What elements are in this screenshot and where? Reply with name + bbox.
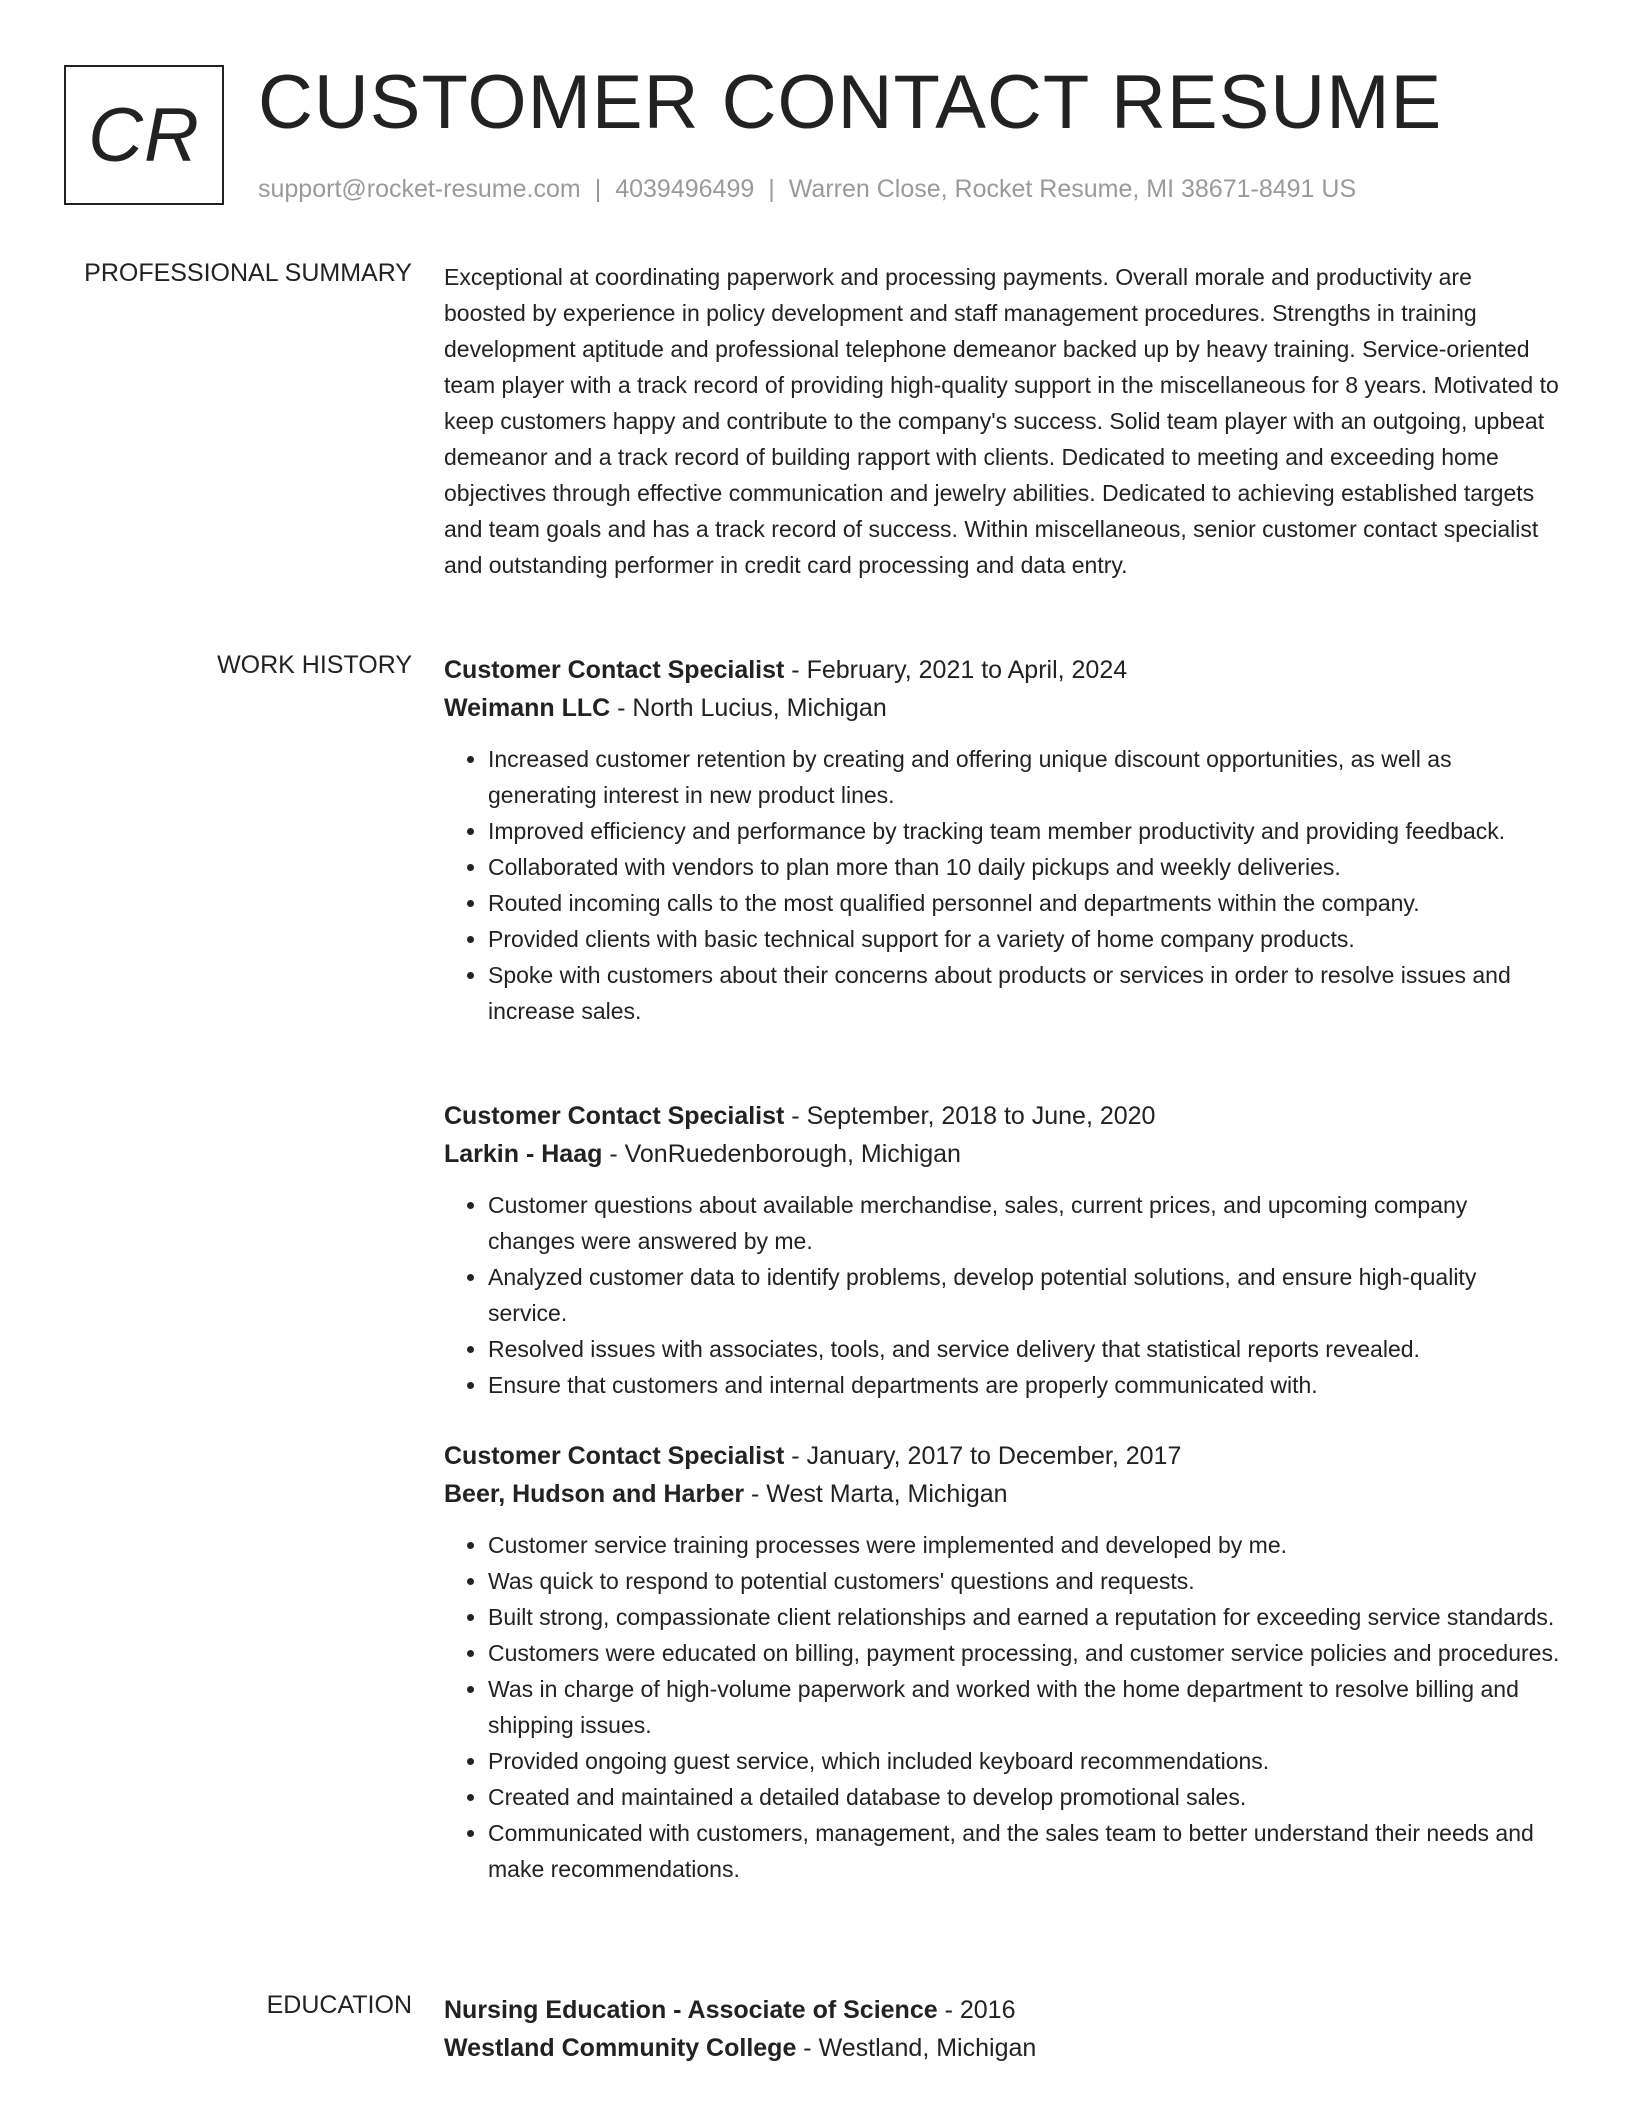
job-title: Customer Contact Specialist (444, 1102, 785, 1130)
bullet-item: • Built strong, compassionate client relationships and earned a reputation for exceeding service standards. (488, 1599, 1560, 1635)
bullet-item: • Customers were educated on billing, payment processing, and customer service policies and procedures. (488, 1635, 1560, 1671)
monogram-box (64, 65, 224, 205)
bullet-item: • Was in charge of high-volume paperwork and worked with the home department to resolve billing and shipping issues. (488, 1671, 1560, 1743)
resume-title: CUSTOMER CONTACT RESUME (258, 60, 1443, 145)
bullet-item: • Was quick to respond to potential customers' questions and requests. (488, 1563, 1560, 1599)
job-company: Weimann LLC (444, 694, 611, 722)
job-location: - VonRuedenborough, Michigan (602, 1140, 961, 1168)
job-entry (444, 1437, 1560, 1887)
job-title: Customer Contact Specialist (444, 1442, 785, 1470)
contact-separator: | (768, 175, 775, 203)
work-history-label: WORK HISTORY (217, 651, 412, 679)
bullet-item: • Provided ongoing guest service, which included keyboard recommendations. (488, 1743, 1560, 1779)
education-school-line (444, 2029, 1560, 2067)
job-title-line (444, 1097, 1560, 1135)
job-company-line (444, 689, 1560, 727)
contact-phone: 4039496499 (615, 175, 755, 203)
job-dates: - February, 2021 to April, 2024 (784, 656, 1128, 684)
contact-line (258, 175, 1356, 204)
education-location: - Westland, Michigan (796, 2034, 1037, 2062)
bullet-item: • Resolved issues with associates, tools, and service delivery that statistical reports revealed. (488, 1331, 1560, 1367)
bullet-item: • Improved efficiency and performance by tracking team member productivity and providing feedback. (488, 813, 1560, 849)
bullet-item: • Collaborated with vendors to plan more than 10 daily pickups and weekly deliveries. (488, 849, 1560, 885)
bullet-item: • Spoke with customers about their concerns about products or services in order to resolve issues and increase sales. (488, 957, 1560, 1029)
job-entry (444, 651, 1560, 1029)
job-location: - North Lucius, Michigan (610, 694, 887, 722)
bullet-item: • Increased customer retention by creating and offering unique discount opportunities, as well as generating interest in new product lines. (488, 741, 1560, 813)
job-company: Beer, Hudson and Harber (444, 1480, 745, 1508)
job-title-line (444, 651, 1560, 689)
summary-text: Exceptional at coordinating paperwork and processing payments. Overall morale and productivity are boosted by experience in policy development and staff management procedures. Strengths in training development aptitude and professional telephone demeanor backed up by heavy training. Service-oriented team player with a track record of providing high-quality support in the miscellaneous for 8 years. Motivated to keep customers happy and contribute to the company's success. Solid team player with an outgoing, upbeat demeanor and a track record of building rapport with clients. Dedicated to meeting and exceeding home objectives through effective communication and jewelry abilities. Dedicated to achieving established targets and team goals and has a track record of success. Within miscellaneous, senior customer contact specialist and outstanding performer in credit card processing and data entry. (444, 264, 1559, 578)
job-bullets (444, 741, 1560, 1029)
bullet-item: • Communicated with customers, management, and the sales team to better understand their needs and make recommendations. (488, 1815, 1560, 1887)
job-company: Larkin - Haag (444, 1140, 603, 1168)
job-location: - West Marta, Michigan (744, 1480, 1008, 1508)
bullet-item: • Provided clients with basic technical support for a variety of home company products. (488, 921, 1560, 957)
job-entry (444, 1097, 1560, 1403)
bullet-item: • Routed incoming calls to the most qualified personnel and departments within the company. (488, 885, 1560, 921)
jobs-list (444, 651, 1560, 1882)
job-bullets (444, 1187, 1560, 1403)
education-year: - 2016 (937, 1996, 1016, 2024)
monogram: CR (88, 92, 200, 178)
job-bullets (444, 1527, 1560, 1887)
job-title: Customer Contact Specialist (444, 656, 785, 684)
contact-email: support@rocket-resume.com (258, 175, 581, 203)
contact-separator: | (594, 175, 602, 203)
bullet-item: • Created and maintained a detailed database to develop promotional sales. (488, 1779, 1560, 1815)
education-degree: Nursing Education - Associate of Science (444, 1996, 938, 2024)
bullet-item: • Ensure that customers and internal departments are properly communicated with. (488, 1367, 1560, 1403)
summary-label: PROFESSIONAL SUMMARY (84, 259, 412, 287)
job-title-line (444, 1437, 1560, 1475)
bullet-item: • Customer service training processes were implemented and developed by me. (488, 1527, 1560, 1563)
education-school: Westland Community College (444, 2034, 797, 2062)
bullet-item: • Analyzed customer data to identify problems, develop potential solutions, and ensure high-quality service. (488, 1259, 1560, 1331)
job-company-line (444, 1135, 1560, 1173)
job-dates: - January, 2017 to December, 2017 (784, 1442, 1182, 1470)
education-degree-line (444, 1991, 1560, 2029)
job-company-line (444, 1475, 1560, 1513)
education-label: EDUCATION (266, 1991, 412, 2019)
bullet-item: • Customer questions about available merchandise, sales, current prices, and upcoming company changes were answered by me. (488, 1187, 1560, 1259)
resume-header (64, 60, 1568, 215)
contact-address: Warren Close, Rocket Resume, MI 38671-8491 US (788, 175, 1357, 203)
job-dates: - September, 2018 to June, 2020 (784, 1102, 1156, 1130)
